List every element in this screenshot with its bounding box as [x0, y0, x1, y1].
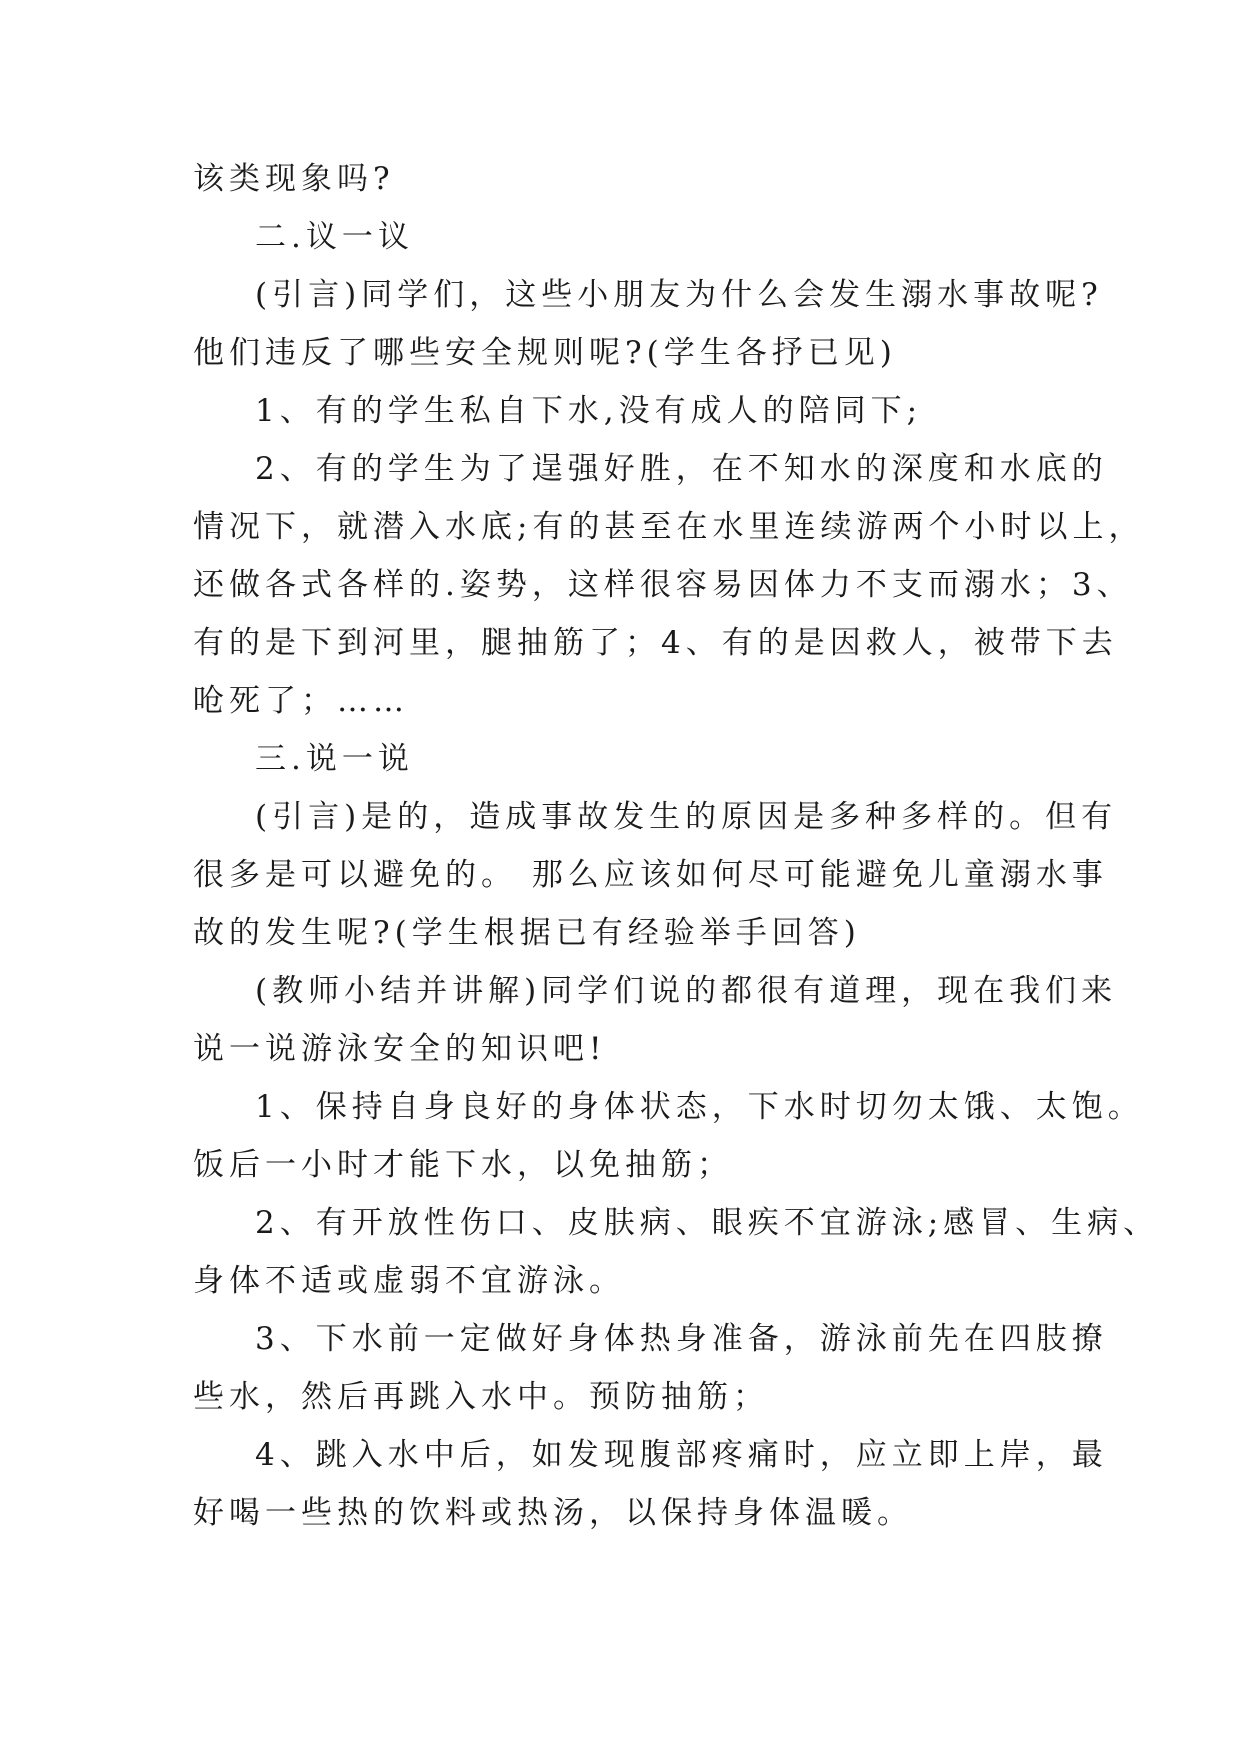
list-item-line: 身体不适或虚弱不宜游泳。	[193, 1263, 625, 1299]
paragraph-line: (教师小结并讲解)同学们说的都很有道理，现在我们来	[255, 973, 1118, 1009]
list-item-line: 些水，然后再跳入水中。预防抽筋；	[193, 1379, 769, 1415]
list-item-line: 有的是下到河里，腿抽筋了；4、有的是因救人，被带下去	[193, 625, 1118, 661]
paragraph-line: 很多是可以避免的。 那么应该如何尽可能避免儿童溺水事	[193, 857, 1108, 893]
list-item-line: 1、有的学生私自下水,没有成人的陪同下;	[255, 393, 923, 429]
section-heading-say: 三.说一说	[255, 741, 414, 777]
list-item-line: 情况下，就潜入水底;有的甚至在水里连续游两个小时以上，	[193, 509, 1145, 545]
paragraph-line: 故的发生呢?(学生根据已有经验举手回答)	[193, 915, 861, 951]
paragraph-line: 他们违反了哪些安全规则呢?(学生各抒已见)	[193, 335, 897, 371]
list-item-line: 饭后一小时才能下水，以免抽筋；	[193, 1147, 733, 1183]
list-item-line: 2、有的学生为了逞强好胜，在不知水的深度和水底的	[255, 451, 1108, 487]
list-item-line: 4、跳入水中后，如发现腹部疼痛时，应立即上岸，最	[255, 1437, 1108, 1473]
list-item-line: 1、保持自身良好的身体状态，下水时切勿太饿、太饱。	[255, 1089, 1144, 1125]
paragraph-line: 说一说游泳安全的知识吧!	[193, 1031, 607, 1067]
paragraph-line: (引言)是的，造成事故发生的原因是多种多样的。但有	[255, 799, 1118, 835]
document-body	[193, 150, 1160, 1542]
list-item-line: 呛死了；……	[193, 683, 409, 719]
list-item-line: 2、有开放性伤口、皮肤病、眼疾不宜游泳;感冒、生病、	[255, 1205, 1160, 1241]
list-item-line: 3、下水前一定做好身体热身准备，游泳前先在四肢撩	[255, 1321, 1108, 1357]
continuation-line: 该类现象吗?	[193, 161, 395, 197]
list-item-line: 还做各式各样的.姿势，这样很容易因体力不支而溺水；3、	[193, 567, 1133, 603]
section-heading-discuss: 二.议一议	[255, 219, 414, 255]
paragraph-line: (引言)同学们，这些小朋友为什么会发生溺水事故呢?	[255, 277, 1103, 313]
list-item-line: 好喝一些热的饮料或热汤，以保持身体温暖。	[193, 1495, 913, 1531]
